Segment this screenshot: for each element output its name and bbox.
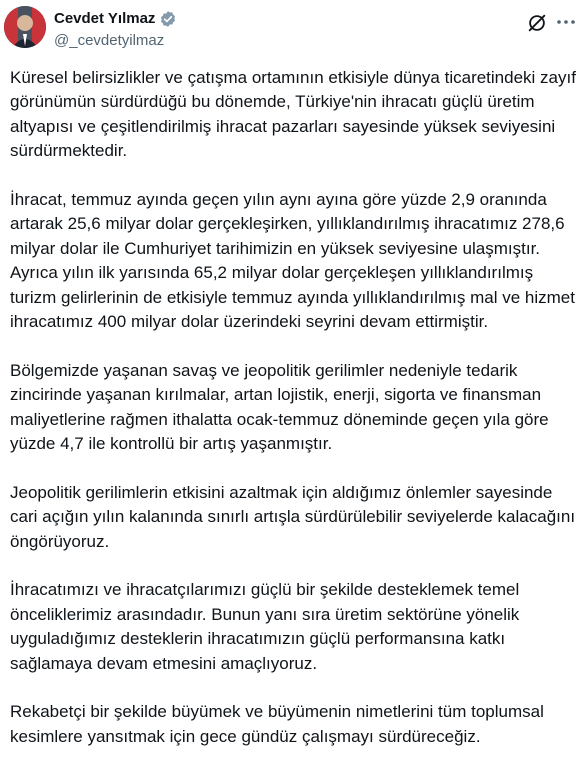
post-paragraph: Rekabetçi bir şekilde büyümek ve büyümenin nimetlerini tüm toplumsal kesimlere yansıtmak için gece gündüz çalışmayı sürdüreceğiz.: [10, 702, 544, 746]
post-paragraph: İhracatımızı ve ihracatçılarımızı güçlü bir şekilde desteklemek temel önceliklerimiz arasındadır. Bunun yanı sıra üretim sektörüne yönelik uyguladığımız desteklerin ihracatımızın güçlü performansına katkı sağlamaya devam etmesini amaçlıyoruz.: [10, 580, 520, 673]
verified-badge-icon[interactable]: [159, 10, 177, 28]
post-header: [0, 0, 585, 66]
grok-icon[interactable]: [526, 12, 548, 34]
author-name-row: [54, 10, 177, 28]
more-dots-icon[interactable]: [554, 10, 578, 34]
author-handle[interactable]: @_cevdetyilmaz: [54, 32, 165, 49]
post-paragraph: Bölgemizde yaşanan savaş ve jeopolitik gerilimler nedeniyle tedarik zincirinde yaşanan kırılmalar, artan lojistik, enerji, sigorta ve finansman maliyetlerine rağmen ithalatta ocak-temmuz döneminde geçen yıla göre yüzde 4,7 ile kontrollü bir artış yaşanmıştır.: [10, 360, 549, 454]
post-paragraph: Küresel belirsizlikler ve çatışma ortamının etkisiyle dünya ticaretindeki zayıf görünümün sürdürdüğü bu dönemde, Türkiye'nin ihracatı güçlü üretim altyapısı ve çeşitlendirilmiş ihracat pazarları sayesinde yüksek seviyesini sürdürmektedir.: [10, 68, 576, 161]
post-paragraph: İhracat, temmuz ayında geçen yılın aynı ayına göre yüzde 2,9 oranında artarak 25,6 milyar dolar gerçekleşirken, yıllıklandırılmış ihracatımız 278,6 milyar dolar ile Cumhuriyet tarihimizin en yüksek seviyesine ulaşmıştır. Ayrıca yılın ilk yarısında 65,2 milyar dolar gerçekleşen yıllıklandırılmış turizm gelirlerinin de etkisiyle temmuz ayında yıllıklandırılmış mal ve hizmet ihracatımız 400 milyar dolar üzerindeki seyrini devam ettirmiştir.: [10, 190, 575, 332]
avatar[interactable]: [4, 6, 46, 48]
post-paragraph: Jeopolitik gerilimlerin etkisini azaltmak için aldığımız önlemler sayesinde cari açığın yılın kalanında sınırlı artışla sürdürülebilir seviyelerde kalacağını öngörüyoruz.: [10, 482, 576, 551]
author-display-name[interactable]: Cevdet Yılmaz: [54, 10, 156, 27]
post-body: [10, 66, 580, 774]
